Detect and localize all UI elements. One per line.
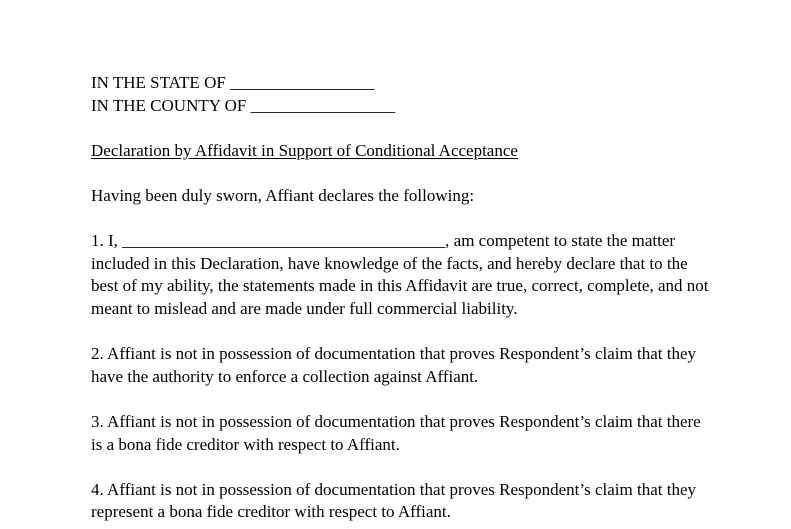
state-line: IN THE STATE OF _________________ <box>91 73 375 92</box>
intro-paragraph: Having been duly sworn, Affiant declares the following: <box>91 185 475 205</box>
declaration-paragraph-2: 2. Affiant is not in possession of documentation that proves Respondent’s claim that they have the authority to enforce a collection against Affiant. <box>91 344 696 386</box>
document-title-wrap <box>91 140 715 163</box>
caption-block <box>91 72 715 117</box>
declaration-paragraph-3: 3. Affiant is not in possession of documentation that proves Respondent’s claim that there is a bona fide creditor with respect to Affiant. <box>91 411 701 454</box>
document-body <box>91 72 715 524</box>
declaration-paragraph-1: 1. I, ______________________________________, am competent to state the matter included in this Declaration, have knowledge of the facts, and hereby declare that to the best of my ability, the statements made in this Affidavit are true, correct, complete, and not meant to mislead and are made under full commercial liability. <box>91 231 709 318</box>
county-line: IN THE COUNTY OF _________________ <box>91 95 396 115</box>
document-title: Declaration by Affidavit in Support of Conditional Acceptance <box>91 140 518 160</box>
declaration-paragraph-4: 4. Affiant is not in possession of documentation that proves Respondent’s claim that they represent a bona fide creditor with respect to Affiant. <box>91 479 696 522</box>
